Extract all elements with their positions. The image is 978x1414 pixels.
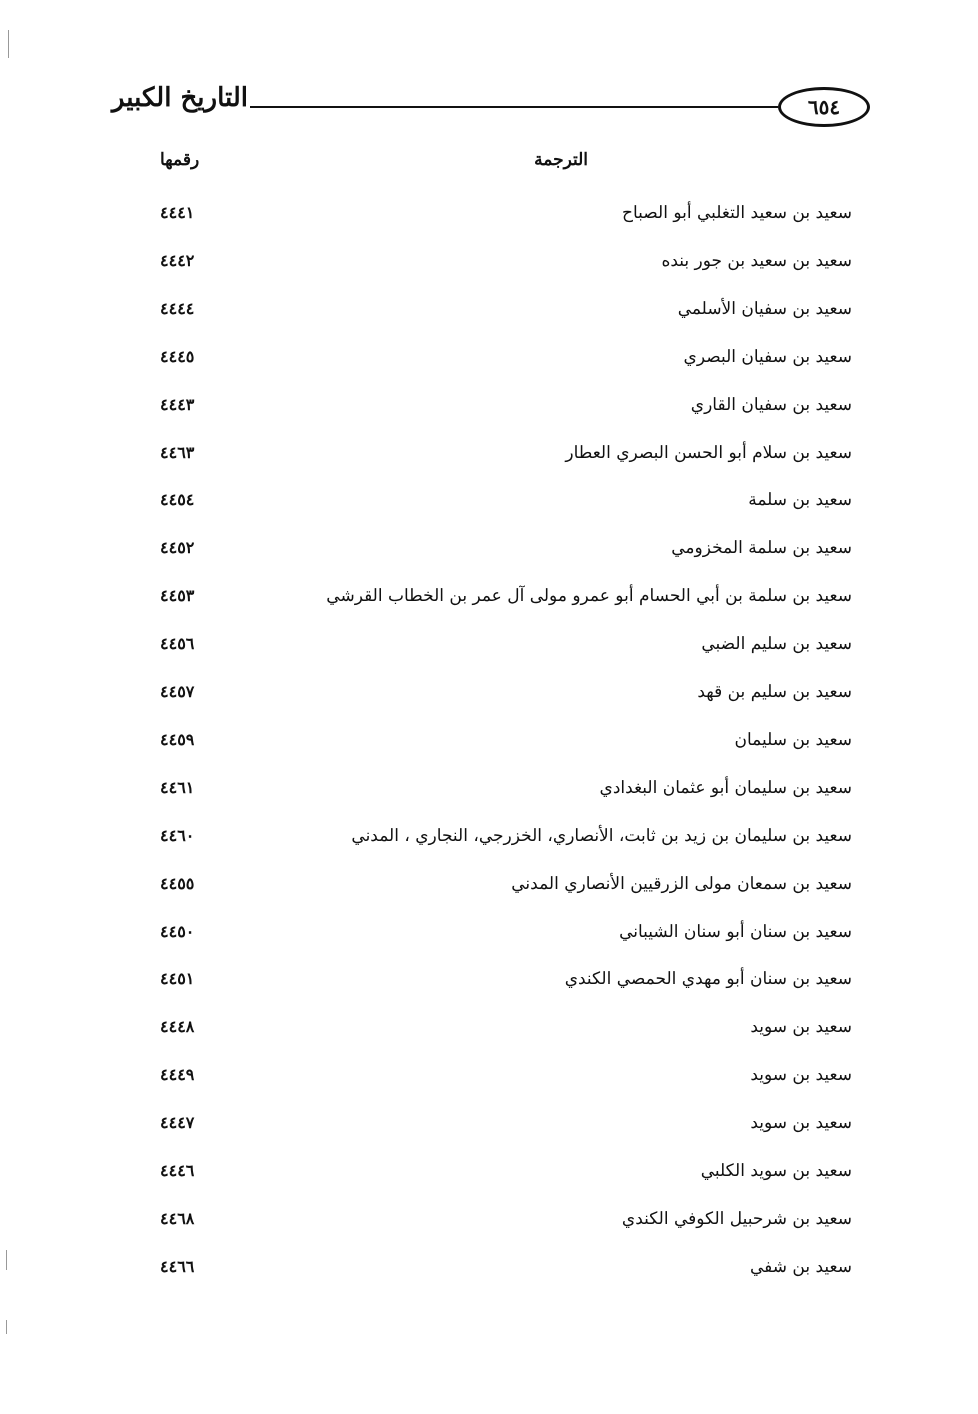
entry-name: سعيد بن سلمة المخزومي xyxy=(671,538,852,558)
page-header xyxy=(110,82,860,132)
entry-number: ٤٤٦٦ xyxy=(160,1257,195,1276)
entry-number: ٤٤٥٦ xyxy=(160,634,195,653)
entry-name: سعيد بن سفيان البصري xyxy=(683,347,852,367)
table-row xyxy=(0,296,978,332)
table-row xyxy=(0,1062,978,1098)
table-row xyxy=(0,871,978,907)
entry-name: سعيد بن سفيان القاري xyxy=(690,395,852,415)
entry-number: ٤٤٥٧ xyxy=(160,682,195,701)
scan-edge-mark xyxy=(8,30,9,58)
entry-name: سعيد بن سليمان xyxy=(734,730,852,750)
entry-number: ٤٤٤١ xyxy=(160,203,195,222)
entry-number: ٤٤٦٣ xyxy=(160,443,195,462)
entry-name: سعيد بن شرحبيل الكوفي الكندي xyxy=(621,1209,852,1229)
entry-name: سعيد بن سفيان الأسلمي xyxy=(677,299,852,319)
table-row xyxy=(0,631,978,667)
table-row xyxy=(0,823,978,859)
table-row xyxy=(0,1254,978,1290)
entry-number: ٤٤٤٨ xyxy=(160,1017,195,1036)
table-row xyxy=(0,583,978,619)
entry-name: سعيد بن سويد الكلبي xyxy=(700,1161,852,1181)
entry-number: ٤٤٥٤ xyxy=(160,490,195,509)
entry-name: سعيد بن سعيد التغلبي أبو الصباح xyxy=(621,203,852,223)
entry-name: سعيد بن سويد xyxy=(750,1065,852,1085)
entry-number: ٤٤٦١ xyxy=(160,778,195,797)
table-row xyxy=(0,775,978,811)
entry-number: ٤٤٤٢ xyxy=(160,251,195,270)
entry-number: ٤٤٥٩ xyxy=(160,730,195,749)
entry-name: سعيد بن سليم الضبي xyxy=(701,634,852,654)
entry-number: ٤٤٤٦ xyxy=(160,1161,195,1180)
entry-name: سعيد بن سليمان أبو عثمان البغدادي xyxy=(599,778,852,798)
entry-number: ٤٤٥٠ xyxy=(160,922,195,941)
entry-number: ٤٤٦٠ xyxy=(160,826,195,845)
table-row xyxy=(0,919,978,955)
book-title: التاريخ الكبير xyxy=(111,83,248,113)
table-row xyxy=(0,487,978,523)
entry-name: سعيد بن سلام أبو الحسن البصري العطار xyxy=(565,443,852,463)
entry-name: سعيد بن سليمان بن زيد بن ثابت، الأنصاري، الخزرجي، النجاري ، المدني xyxy=(351,826,852,846)
table-row xyxy=(0,440,978,476)
entry-name: سعيد بن سمعان مولى الزرقيين الأنصاري المدني xyxy=(511,874,852,894)
entry-number: ٤٤٤٧ xyxy=(160,1113,195,1132)
entry-number: ٤٤٥٥ xyxy=(160,874,195,893)
scan-edge-mark xyxy=(6,1320,7,1334)
table-row xyxy=(0,344,978,380)
column-header-name: الترجمة xyxy=(534,150,588,170)
entry-name: سعيد بن سليم بن قهد xyxy=(697,682,852,702)
table-row xyxy=(0,1110,978,1146)
table-row xyxy=(0,248,978,284)
table-row xyxy=(0,392,978,428)
entry-name: سعيد بن سنان أبو مهدي الحمصي الكندي xyxy=(564,969,852,989)
header-rule xyxy=(250,106,778,108)
entry-number: ٤٤٥٣ xyxy=(160,586,195,605)
entry-number: ٤٤٥١ xyxy=(160,969,195,988)
entry-name: سعيد بن سويد xyxy=(750,1113,852,1133)
entry-number: ٤٤٦٨ xyxy=(160,1209,195,1228)
entry-name: سعيد بن سويد xyxy=(750,1017,852,1037)
page-number: ٦٥٤ xyxy=(778,87,870,127)
table-row xyxy=(0,200,978,236)
entry-name: سعيد بن سلمة بن أبي الحسام أبو عمرو مولى آل عمر بن الخطاب القرشي xyxy=(326,586,852,606)
entry-number: ٤٤٤٤ xyxy=(160,299,195,318)
entry-number: ٤٤٤٣ xyxy=(160,395,195,414)
table-row xyxy=(0,1206,978,1242)
table-row xyxy=(0,727,978,763)
entry-number: ٤٤٥٢ xyxy=(160,538,195,557)
entry-number: ٤٤٤٩ xyxy=(160,1065,195,1084)
entry-number: ٤٤٤٥ xyxy=(160,347,195,366)
column-header-number: رقمها xyxy=(160,150,200,170)
table-row xyxy=(0,1014,978,1050)
entry-name: سعيد بن شفي xyxy=(750,1257,852,1277)
table-row xyxy=(0,535,978,571)
table-row xyxy=(0,679,978,715)
entry-name: سعيد بن سعيد بن جور بنده xyxy=(661,251,852,271)
entry-name: سعيد بن سنان أبو سنان الشيباني xyxy=(619,922,852,942)
table-row xyxy=(0,966,978,1002)
table-row xyxy=(0,1158,978,1194)
entry-name: سعيد بن سلمة xyxy=(748,490,852,510)
